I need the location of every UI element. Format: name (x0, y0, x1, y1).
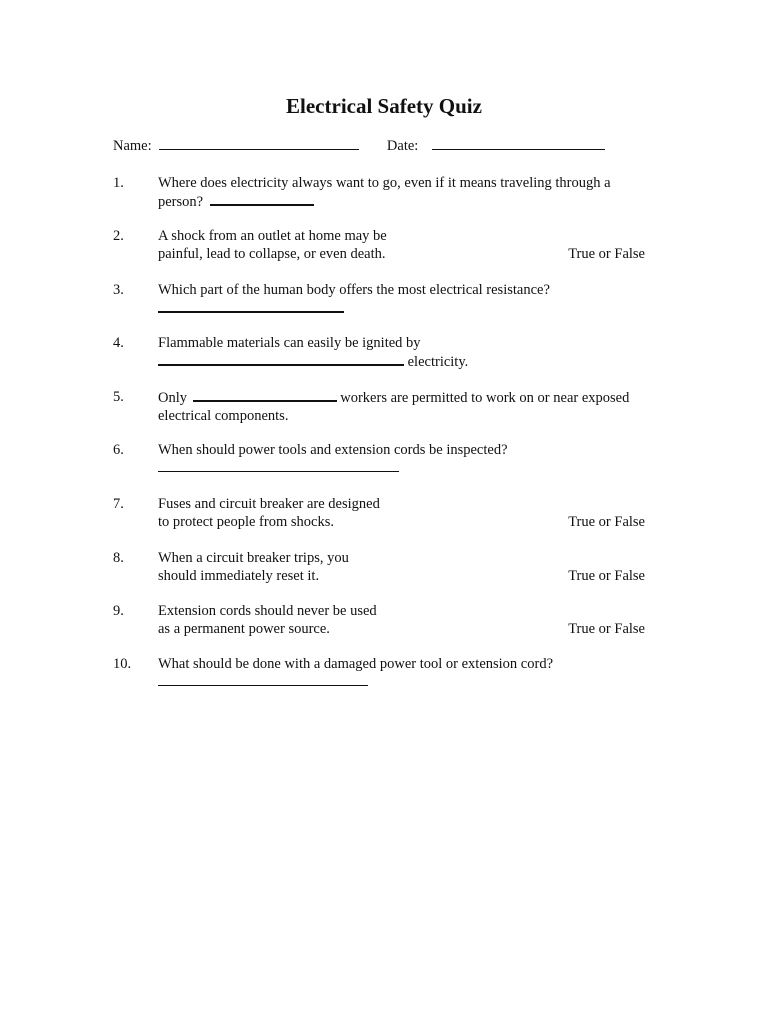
question-text: Which part of the human body offers the most electrical resistance? (158, 282, 550, 298)
answer-blank[interactable] (158, 673, 368, 686)
question-text: should immediately reset it. (158, 568, 320, 584)
question-text: painful, lead to collapse, or even death. (158, 246, 386, 262)
answer-blank[interactable] (158, 352, 404, 366)
question-1 (113, 174, 653, 210)
date-blank[interactable] (432, 137, 605, 150)
question-number: 6. (113, 442, 124, 458)
question-text: electrical components. (158, 408, 289, 424)
name-label: Name: (113, 138, 152, 154)
answer-blank[interactable] (158, 459, 399, 472)
question-number: 1. (113, 175, 124, 191)
question-10 (113, 655, 653, 691)
name-field (113, 137, 359, 155)
question-text: to protect people from shocks. (158, 514, 334, 530)
question-number: 9. (113, 603, 124, 619)
question-number: 10. (113, 656, 132, 672)
question-4 (113, 334, 653, 370)
question-8 (113, 549, 653, 585)
question-number: 4. (113, 335, 124, 351)
header-row (113, 137, 605, 155)
question-number: 7. (113, 496, 124, 512)
question-text: When a circuit breaker trips, you (158, 550, 349, 566)
question-text: workers are permitted to work on or near exposed (340, 390, 630, 406)
question-text: Flammable materials can easily be ignited by (158, 335, 421, 351)
question-7 (113, 495, 653, 531)
question-number: 5. (113, 389, 124, 405)
question-number: 3. (113, 282, 124, 298)
true-or-false-choice[interactable]: True or False (568, 621, 645, 637)
question-6 (113, 441, 653, 477)
question-9 (113, 602, 653, 638)
question-text: When should power tools and extension cords be inspected? (158, 442, 508, 458)
question-3 (113, 281, 653, 317)
question-text: person? (158, 194, 204, 210)
question-text: Fuses and circuit breaker are designed (158, 496, 380, 512)
question-text: A shock from an outlet at home may be (158, 228, 387, 244)
answer-blank[interactable] (210, 192, 314, 206)
page-title: Electrical Safety Quiz (286, 94, 482, 118)
question-text: Where does electricity always want to go, even if it means traveling through a (158, 175, 611, 191)
question-number: 8. (113, 550, 124, 566)
question-text: What should be done with a damaged power tool or extension cord? (158, 656, 554, 672)
date-field (387, 137, 605, 155)
answer-blank[interactable] (193, 388, 337, 402)
question-text: as a permanent power source. (158, 621, 330, 637)
true-or-false-choice[interactable]: True or False (568, 568, 645, 584)
date-label: Date: (386, 138, 419, 154)
true-or-false-choice[interactable]: True or False (568, 246, 645, 262)
true-or-false-choice[interactable]: True or False (568, 514, 645, 530)
question-number: 2. (113, 228, 124, 244)
question-5 (113, 388, 653, 424)
question-text: Only (158, 390, 187, 406)
question-2 (113, 227, 653, 263)
question-text: electricity. (407, 354, 469, 370)
answer-blank[interactable] (158, 299, 344, 313)
name-blank[interactable] (159, 137, 359, 150)
question-text: Extension cords should never be used (158, 603, 377, 619)
